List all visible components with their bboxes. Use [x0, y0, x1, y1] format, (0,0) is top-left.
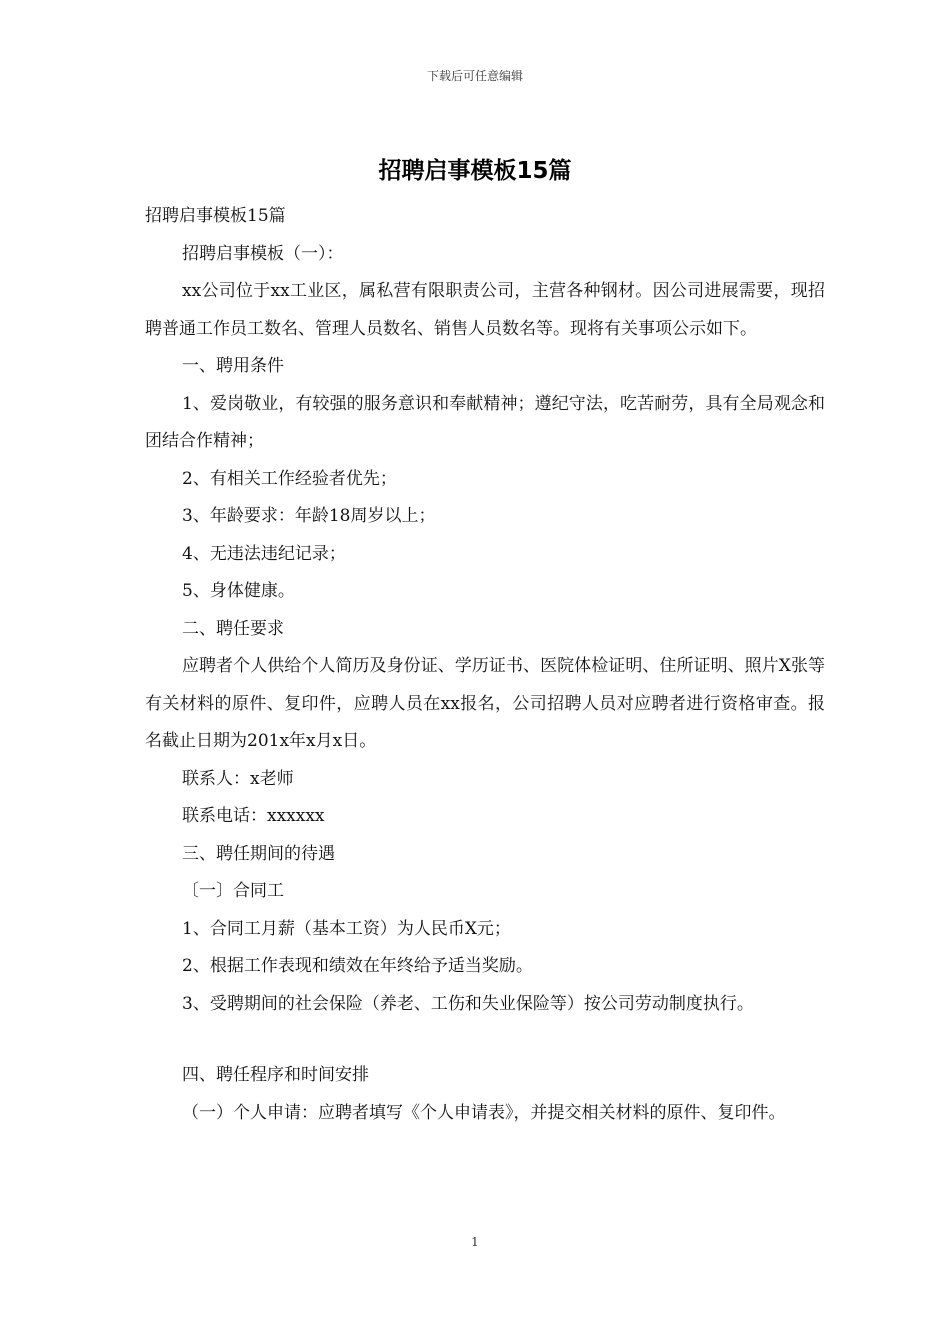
- list-item: 1、合同工月薪（基本工资）为人民币X元；: [182, 918, 511, 939]
- paragraph-template-heading: 招聘启事模板（一）：: [182, 243, 344, 264]
- paragraph-subtitle: 招聘启事模板15篇: [145, 206, 286, 226]
- contact-person: 联系人：x老师: [182, 768, 294, 789]
- list-item: 4、无违法违纪记录；: [182, 543, 346, 564]
- subsection-heading-contract: 〔一〕合同工: [182, 881, 284, 901]
- header-note: 下载后可任意编辑: [426, 69, 523, 83]
- list-item: 3、受聘期间的社会保险（养老、工伤和失业保险等）按公司劳动制度执行。: [182, 993, 754, 1014]
- list-item: 2、有相关工作经验者优先；: [182, 468, 397, 489]
- contact-phone: 联系电话：xxxxxx: [182, 806, 325, 826]
- paragraph-spacer: [145, 1023, 825, 1057]
- list-item: 5、身体健康。: [182, 581, 295, 601]
- page-number: 1: [471, 1235, 479, 1249]
- paragraph-requirements: 应聘者个人供给个人简历及身份证、学历证书、医院体检证明、住所证明、照片X张等有关材料的原件、复印件，应聘人员在xx报名，公司招聘人员对应聘者进行资格审查。报名截止日期为201x年x月x日。: [145, 656, 825, 751]
- section-heading-conditions: 一、聘用条件: [182, 356, 284, 376]
- list-item: 3、年龄要求：年龄18周岁以上；: [182, 506, 436, 526]
- section-heading-procedure: 四、聘任程序和时间安排: [182, 1065, 369, 1085]
- document-title: 招聘启事模板15篇: [378, 158, 572, 184]
- paragraph-company-intro: xx公司位于xx工业区，属私营有限职责公司，主营各种钢材。因公司进展需要，现招聘普通工作员工数名、管理人员数名、销售人员数名等。现将有关事项公示如下。: [145, 281, 825, 339]
- section-heading-requirements: 二、聘任要求: [182, 618, 284, 639]
- paragraph-application: （一）个人申请：应聘者填写《个人申请表》，并提交相关材料的原件、复印件。: [182, 1102, 786, 1123]
- list-item: 1、爱岗敬业，有较强的服务意识和奉献精神；遵纪守法，吃苦耐劳，具有全局观念和团结合作精神；: [145, 393, 825, 451]
- list-item: 2、根据工作表现和绩效在年终给予适当奖励。: [182, 956, 533, 976]
- section-heading-benefits: 三、聘任期间的待遇: [182, 843, 335, 864]
- document-body: [145, 198, 825, 1132]
